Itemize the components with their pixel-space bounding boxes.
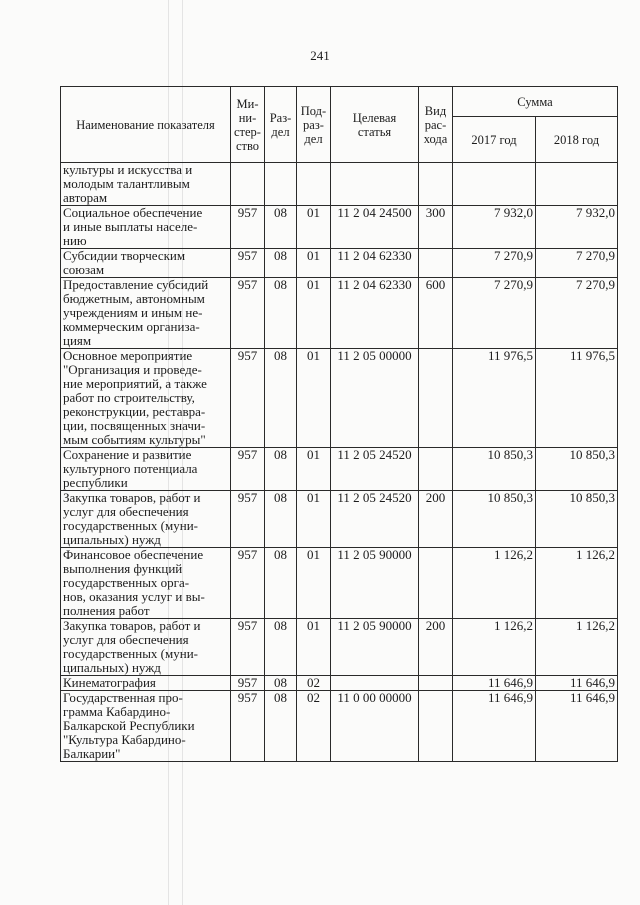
table-row — [61, 676, 618, 691]
row-target — [331, 163, 419, 206]
header-section — [265, 87, 297, 163]
budget-table — [60, 86, 618, 762]
row-target: 11 2 05 90000 — [331, 548, 419, 619]
header-expense — [419, 87, 453, 163]
row-subsection: 01 — [297, 548, 331, 619]
row-target: 11 2 04 62330 — [331, 249, 419, 278]
table-row — [61, 278, 618, 349]
row-expense — [419, 676, 453, 691]
row-section: 08 — [265, 691, 297, 762]
row-sum-2018: 1 126,2 — [536, 548, 618, 619]
header-2017: 2017 год — [453, 117, 536, 163]
row-ministry: 957 — [231, 676, 265, 691]
row-subsection: 01 — [297, 448, 331, 491]
row-target: 11 2 04 62330 — [331, 278, 419, 349]
row-ministry: 957 — [231, 448, 265, 491]
row-sum-2017: 7 270,9 — [453, 249, 536, 278]
row-sum-2018: 10 850,3 — [536, 491, 618, 548]
table-row — [61, 163, 618, 206]
row-section — [265, 163, 297, 206]
row-sum-2018: 11 646,9 — [536, 691, 618, 762]
row-ministry: 957 — [231, 691, 265, 762]
row-section: 08 — [265, 249, 297, 278]
header-sum: Сумма — [453, 87, 618, 117]
row-expense — [419, 548, 453, 619]
row-subsection: 01 — [297, 206, 331, 249]
row-expense: 300 — [419, 206, 453, 249]
row-sum-2017: 7 270,9 — [453, 278, 536, 349]
row-ministry: 957 — [231, 548, 265, 619]
row-sum-2018: 11 646,9 — [536, 676, 618, 691]
row-ministry: 957 — [231, 206, 265, 249]
row-name: культуры и искусства и молодым талантливым авторам — [61, 163, 231, 206]
row-sum-2017: 10 850,3 — [453, 491, 536, 548]
row-sum-2018: 11 976,5 — [536, 349, 618, 448]
row-section: 08 — [265, 491, 297, 548]
row-section: 08 — [265, 548, 297, 619]
row-sum-2018: 1 126,2 — [536, 619, 618, 676]
row-ministry: 957 — [231, 249, 265, 278]
row-subsection: 01 — [297, 491, 331, 548]
row-section: 08 — [265, 448, 297, 491]
row-name: Предоставление субсидий бюджетным, автономным учреждениям и иным не- коммерческим организа- циям — [61, 278, 231, 349]
row-target: 11 2 04 24500 — [331, 206, 419, 249]
table-row — [61, 691, 618, 762]
row-sum-2017: 11 646,9 — [453, 676, 536, 691]
row-ministry: 957 — [231, 491, 265, 548]
row-target: 11 2 05 24520 — [331, 491, 419, 548]
row-subsection: 01 — [297, 278, 331, 349]
row-name: Закупка товаров, работ и услуг для обеспечения государственных (муни- ципальных) нужд — [61, 491, 231, 548]
row-section: 08 — [265, 349, 297, 448]
row-expense — [419, 448, 453, 491]
row-expense — [419, 163, 453, 206]
header-expense-label: Вид рас- хода — [423, 103, 448, 146]
row-section: 08 — [265, 619, 297, 676]
page-number: 241 — [310, 48, 330, 63]
row-ministry: 957 — [231, 349, 265, 448]
row-sum-2018: 7 270,9 — [536, 249, 618, 278]
row-name: Финансовое обеспечение выполнения функций государственных орга- нов, оказания услуг и вы- полнения работ — [61, 548, 231, 619]
table-row — [61, 491, 618, 548]
table-row — [61, 619, 618, 676]
row-target — [331, 676, 419, 691]
header-row-1 — [61, 87, 618, 117]
row-ministry: 957 — [231, 278, 265, 349]
row-subsection: 01 — [297, 619, 331, 676]
row-section: 08 — [265, 206, 297, 249]
table-row — [61, 206, 618, 249]
row-expense — [419, 349, 453, 448]
row-subsection — [297, 163, 331, 206]
row-sum-2017 — [453, 163, 536, 206]
row-target: 11 2 05 24520 — [331, 448, 419, 491]
row-ministry — [231, 163, 265, 206]
row-name: Закупка товаров, работ и услуг для обеспечения государственных (муни- ципальных) нужд — [61, 619, 231, 676]
row-subsection: 01 — [297, 249, 331, 278]
row-sum-2017: 10 850,3 — [453, 448, 536, 491]
row-ministry: 957 — [231, 619, 265, 676]
row-sum-2017: 1 126,2 — [453, 619, 536, 676]
table-row — [61, 349, 618, 448]
row-expense: 600 — [419, 278, 453, 349]
row-target: 11 2 05 00000 — [331, 349, 419, 448]
row-target: 11 2 05 90000 — [331, 619, 419, 676]
row-name: Кинематография — [61, 676, 231, 691]
header-target — [331, 87, 419, 163]
row-name: Социальное обеспечение и иные выплаты населе- нию — [61, 206, 231, 249]
row-name: Сохранение и развитие культурного потенциала республики — [61, 448, 231, 491]
table-row — [61, 249, 618, 278]
header-2018: 2018 год — [536, 117, 618, 163]
row-subsection: 02 — [297, 691, 331, 762]
row-subsection: 02 — [297, 676, 331, 691]
row-sum-2018 — [536, 163, 618, 206]
row-sum-2017: 1 126,2 — [453, 548, 536, 619]
row-expense — [419, 249, 453, 278]
row-sum-2018: 7 270,9 — [536, 278, 618, 349]
header-section-label: Раз- дел — [269, 110, 292, 139]
row-expense: 200 — [419, 619, 453, 676]
row-sum-2017: 7 932,0 — [453, 206, 536, 249]
row-section: 08 — [265, 278, 297, 349]
table-row — [61, 548, 618, 619]
row-section: 08 — [265, 676, 297, 691]
header-name: Наименование показателя — [61, 87, 231, 163]
header-ministry — [231, 87, 265, 163]
row-target: 11 0 00 00000 — [331, 691, 419, 762]
header-subsection — [297, 87, 331, 163]
header-subsection-label: Под- раз- дел — [300, 103, 327, 146]
row-subsection: 01 — [297, 349, 331, 448]
row-sum-2018: 7 932,0 — [536, 206, 618, 249]
header-ministry-label: Ми- ни- стер- ство — [234, 96, 261, 153]
row-sum-2018: 10 850,3 — [536, 448, 618, 491]
row-expense: 200 — [419, 491, 453, 548]
header-target-label: Целевая статья — [352, 110, 397, 139]
row-name: Субсидии творческим союзам — [61, 249, 231, 278]
table-row — [61, 448, 618, 491]
row-sum-2017: 11 976,5 — [453, 349, 536, 448]
row-sum-2017: 11 646,9 — [453, 691, 536, 762]
row-name: Основное мероприятие "Организация и проведе- ние мероприятий, а также работ по строительству, реконструкции, реставра- ции, посвященных значи- мым событиям культуры" — [61, 349, 231, 448]
row-expense — [419, 691, 453, 762]
row-name: Государственная про- грамма Кабардино- Балкарской Республики "Культура Кабардино- Балкарии" — [61, 691, 231, 762]
